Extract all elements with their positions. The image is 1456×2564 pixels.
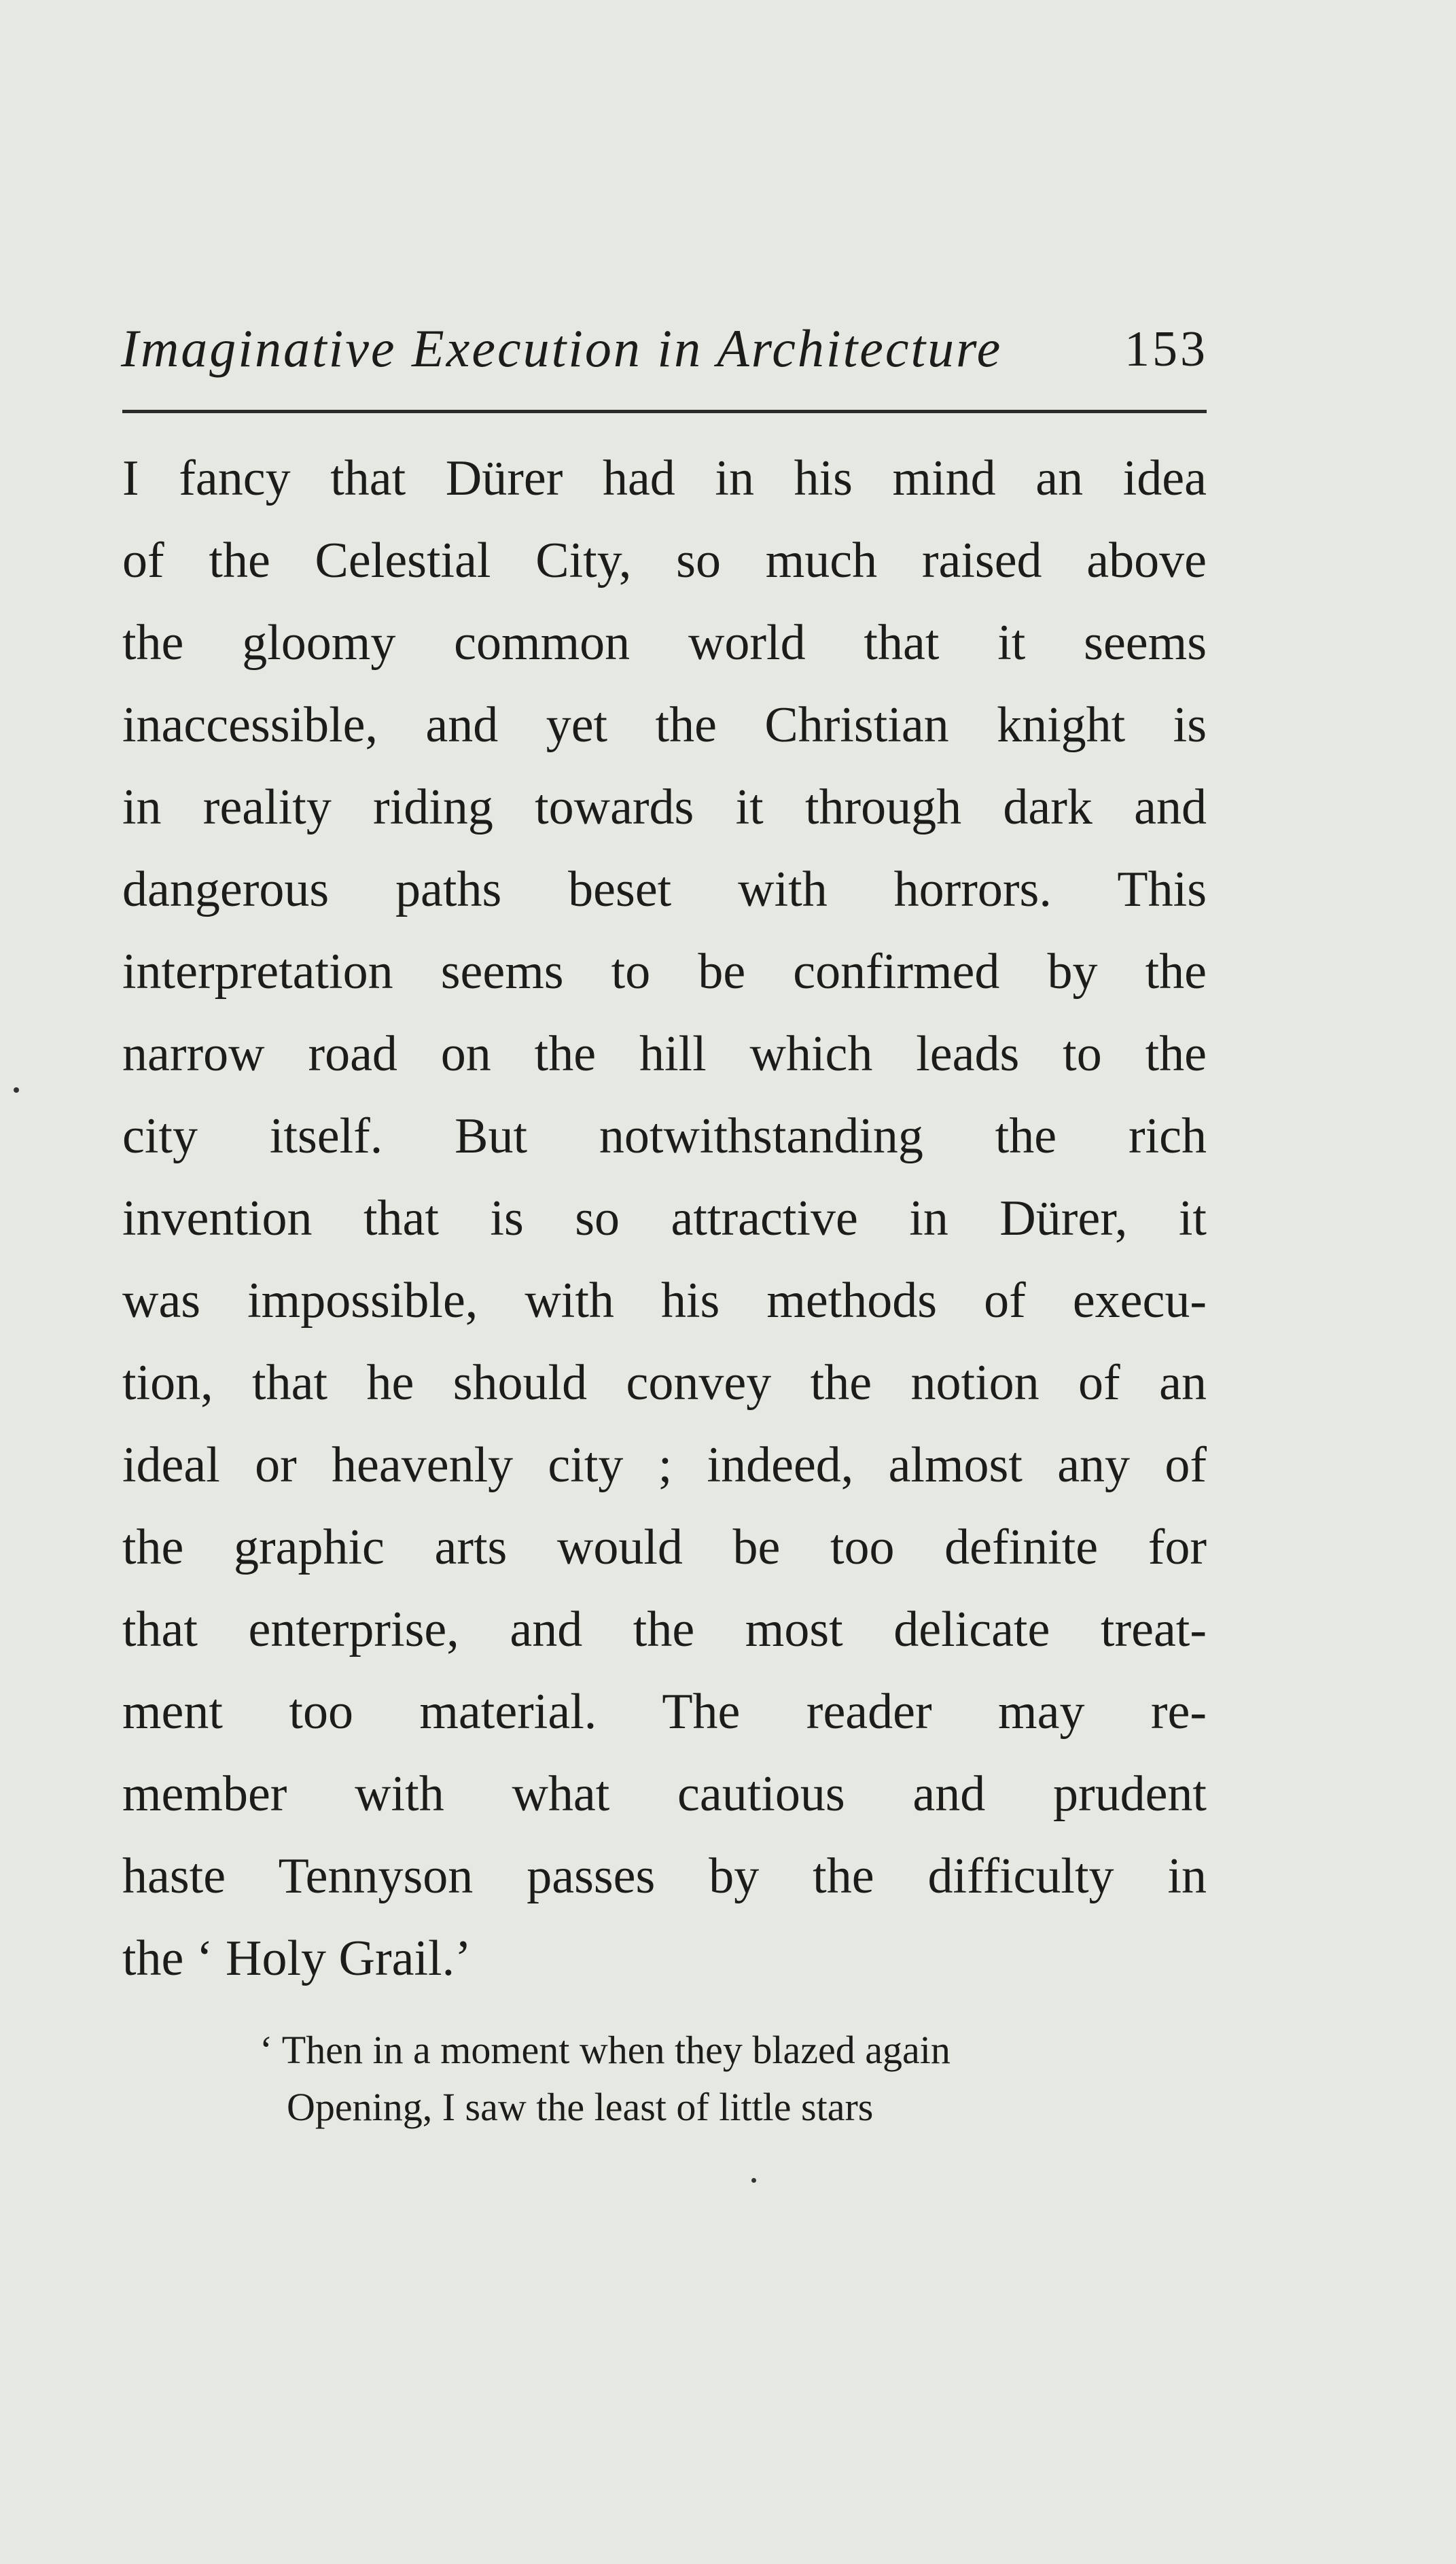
text-line: member with what cautious and prudent [122, 1766, 1207, 1822]
body-paragraph [122, 444, 1207, 2007]
verse-line: Opening, I saw the least of little stars [287, 2085, 874, 2129]
text-line: invention that is so attractive in Dürer, it [122, 1191, 1207, 1246]
running-title: Imaginative Execution in Architecture [121, 319, 1003, 378]
text-line: in reality riding towards it through dark and [122, 779, 1207, 835]
running-head [121, 318, 1208, 400]
text-line: was impossible, with his methods of execu- [122, 1273, 1207, 1329]
text-line: ment too material. The reader may re- [122, 1684, 1207, 1740]
text-line: tion, that he should convey the notion of an [122, 1355, 1207, 1411]
text-line: inaccessible, and yet the Christian knight is [122, 697, 1207, 753]
ink-speck [751, 2178, 756, 2183]
text-line: of the Celestial City, so much raised above [122, 533, 1207, 589]
ink-speck [14, 1087, 19, 1093]
text-line: the ‘ Holy Grail.’ [122, 1931, 472, 1986]
text-line: ideal or heavenly city ; indeed, almost any of [122, 1437, 1207, 1493]
text-line: city itself. But notwithstanding the rich [122, 1108, 1207, 1164]
text-line: the gloomy common world that it seems [122, 615, 1207, 671]
text-line: interpretation seems to be confirmed by the [122, 944, 1207, 1000]
verse-line: ‘ Then in a moment when they blazed again [260, 2028, 951, 2072]
page-number: 153 [1124, 321, 1208, 377]
text-line: the graphic arts would be too definite for [122, 1520, 1207, 1575]
header-rule [122, 410, 1207, 413]
text-line: dangerous paths beset with horrors. This [122, 862, 1207, 917]
verse-quotation [260, 2022, 1211, 2136]
text-line: I fancy that Dürer had in his mind an idea [122, 451, 1207, 506]
text-line: that enterprise, and the most delicate treat- [122, 1602, 1207, 1657]
text-line: narrow road on the hill which leads to the [122, 1026, 1207, 1082]
text-line: haste Tennyson passes by the difficulty in [122, 1848, 1207, 1904]
